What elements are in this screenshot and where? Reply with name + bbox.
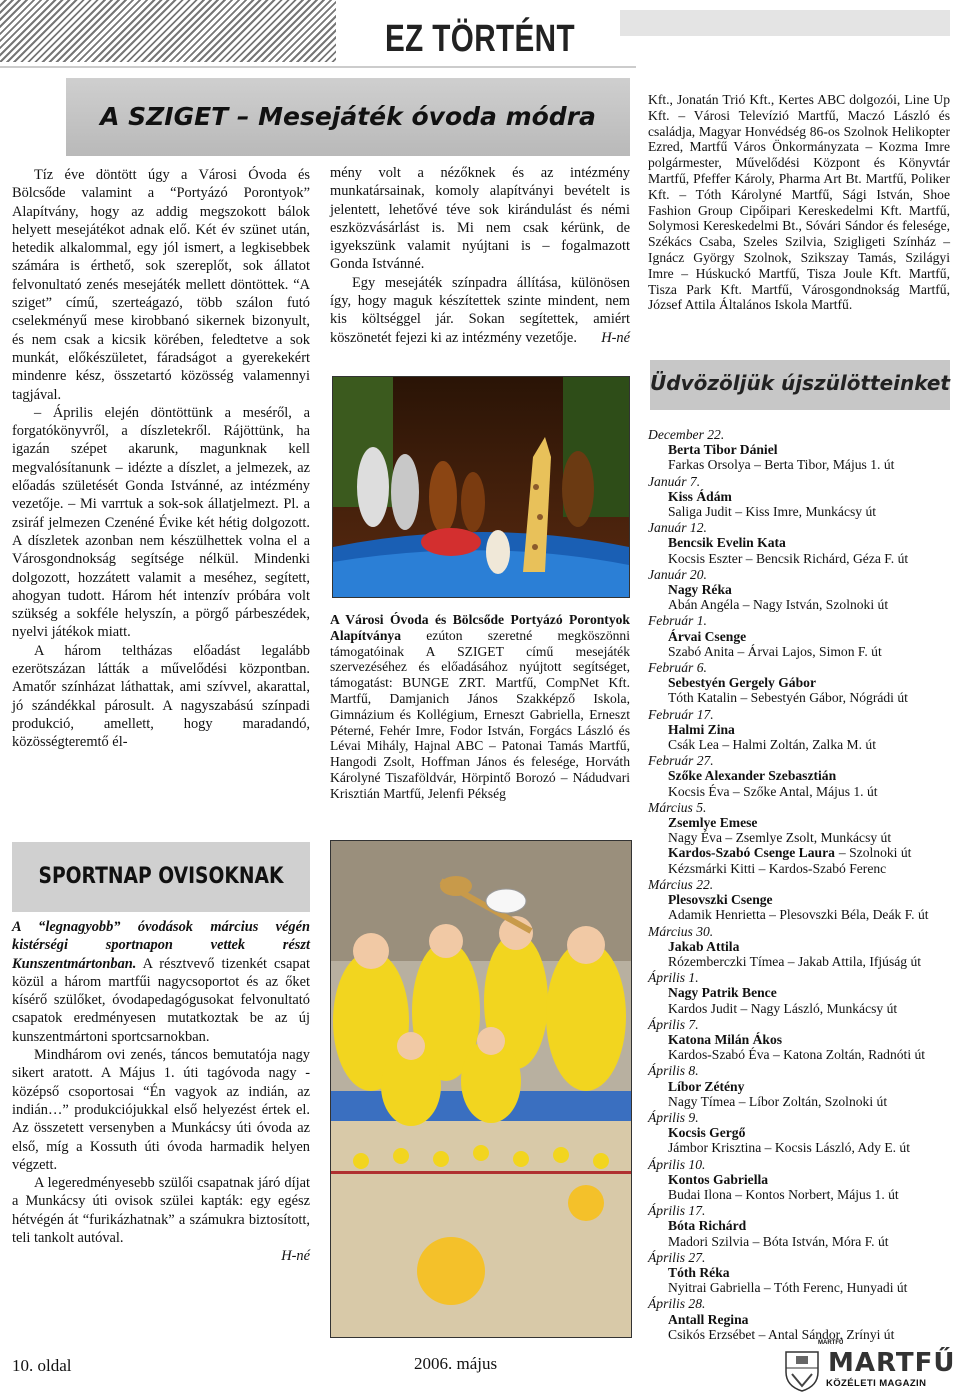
parents: Abán Angéla – Nagy István, Szolnoki út [668, 597, 889, 613]
baby-name-text: Árvai Csenge [668, 628, 747, 644]
theater-photo [332, 376, 630, 598]
baby-name [648, 939, 958, 954]
baby-name-text: Bóta Richárd [668, 1218, 747, 1234]
baby-name-text: Tóth Réka [668, 1264, 730, 1280]
births-title-band [650, 360, 950, 410]
birth-date: Április 10. [648, 1156, 706, 1172]
parents: Jámbor Krisztina – Kocsis László, Ady E. út [668, 1140, 911, 1156]
thanks-body: ezúton szeretné megköszönni támogatóinak A SZIGET című mesejáték szervezéséhez és előadásához nyújtott segítséget, támogatást: BUNGE ZRT. Martfű, CompNet Kft. Martfű, Damjanich János Szakképző Iskola, Gimnázium és Kollégium, Erneszt Gabriella, Erneszt Péterné, Fehér Imre, Fodor István, Forgács László és Lévai Mihály, Hajnal ABC – Patonai Tamás Martfű, Hangodi Zsolt, Hoffman János és felesége, Horváth Károlyné Tiszaföldvár, Hörpintő Borozó – Nádudvari Krisztián Martfű, Jelenfi Pékség [330, 627, 630, 801]
baby-name [648, 1218, 958, 1233]
thanks-lead: A Városi Óvoda és Bölcsőde Portyázó Porontyok Alapítványa [330, 612, 630, 643]
baby-name [648, 535, 958, 550]
parents: Kocsis Eszter – Bencsik Richárd, Géza F. út [668, 550, 909, 566]
baby-name [648, 489, 958, 504]
baby-name [648, 985, 958, 1000]
parents: Budai Ilona – Kontos Norbert, Május 1. út [668, 1186, 899, 1202]
article-title: A SZIGET – Mesejáték óvoda módra [100, 102, 596, 131]
baby-name [648, 1265, 958, 1280]
signature: H-né [281, 1248, 310, 1265]
birth-date: Április 7. [648, 1016, 699, 1032]
baby-name [648, 1312, 958, 1327]
birth-date: Április 1. [648, 970, 699, 986]
births-list [648, 426, 958, 1342]
baby-name-text: Kiss Ádám [668, 488, 732, 504]
birth-date: December 22. [648, 427, 725, 442]
baby-name-text: Katona Milán Ákos [668, 1031, 783, 1047]
sport-title: SPORTNAP OVISOKNAK [38, 864, 284, 889]
birth-date: Március 22. [648, 876, 714, 892]
baby-name [648, 722, 958, 737]
baby-name-text: Kocsis Gergő [668, 1125, 746, 1141]
parents: Adamik Henrietta – Plesovszki Béla, Deák F. út [668, 907, 929, 923]
article-title-band [66, 78, 630, 156]
sport-photo [330, 840, 632, 1338]
page-number: 10. oldal [12, 1356, 72, 1375]
parents: Rózemberczki Tímea – Jakab Attila, Ifjúság út [668, 953, 922, 969]
parents: Saliga Judit – Kiss Imre, Munkácsy út [668, 504, 877, 520]
paragraph: A legeredményesebb szülői csapatnak járó díjat a Munkácsy úti ovisok szülei kapták: egy egész hétvégén át “furikázhatnak” a számukra biztosított, teli tankolt autóval. [12, 1175, 310, 1247]
sport-title-band [12, 842, 310, 912]
baby-name [648, 768, 958, 783]
signature: H-né [601, 329, 630, 346]
issue-date: 2006. május [414, 1354, 498, 1373]
baby-name [648, 845, 958, 860]
paragraph: Tíz éve döntött úgy a Városi Óvoda és Bölcsőde valamint a “Portyázó Porontyok” Alapítvány, hogy az addig megszokott bálok helyett mesejátékot adnak elő. Két év szünet után, hetedik alkalommal, egy jól ismert, a legkisebbek számára is érthető, sok szereplőt, sok állatot felvonultató zenés mesejáték mellett döntöttek. “A sziget” című, szerteágazó, több szálon futó cselekményű mese kirobbanó sikernek bizonyult, és nem csak a kicsik körében, feledtetve a sok munkát, előkészületet, fáradságot a gyerekekért mindenre kész, összetartó közösség valamennyi tagjával. [12, 167, 310, 403]
baby-name [648, 1125, 958, 1140]
baby-name-text: Nagy Patrik Bence [668, 985, 777, 1001]
birth-date: Február 17. [648, 706, 714, 722]
sport-article [12, 918, 310, 1266]
baby-name-text: Kardos-Szabó Csenge Laura [668, 845, 835, 861]
parents: Kézsmárki Kitti – Kardos-Szabó Ferenc [668, 860, 887, 876]
logo-small-text: MARTFŰ [818, 1340, 844, 1346]
paragraph: Egy mesejáték színpadra állítása, különösen így, hogy maguk készítettek szinte mindent, nem kis költséggel jár. Sokan segítettek, amiért köszönetét fejezi ki az intézmény vezetője. [330, 274, 630, 346]
baby-name [648, 442, 958, 457]
header-hatch-pattern [0, 0, 336, 62]
header-bar [620, 10, 950, 36]
logo-subtitle: KÖZÉLETI MAGAZIN [826, 1378, 927, 1389]
birth-date: Április 17. [648, 1203, 706, 1219]
thanks-text [330, 612, 630, 802]
parents: Tóth Katalin – Sebestyén Gábor, Nógrádi út [668, 690, 908, 706]
baby-name-text: Kontos Gabriella [668, 1171, 769, 1187]
births-title: Üdvözöljük újszülötteinket [650, 371, 950, 395]
parents: Csikós Erzsébet – Antal Sándor, Zrínyi út [668, 1326, 895, 1342]
paragraph: Mindhárom ovi zenés, táncos bemutatója nagy sikert aratott. A Május 1. úti tagóvoda nagy - középső csoportosai “Én vagyok az indián, az indián…” produkciójukkal első helyezést értek el. Az összetett versenyben a Munkácsy úti óvoda az első, míg a Kossuth úti óvoda harmadik helyen végzett. [12, 1047, 310, 1173]
article-column-2 [330, 164, 630, 347]
baby-name-text: Líbor Zétény [668, 1078, 745, 1094]
paragraph: A három teltházas előadást legalább ezerötszázan látták a művelődési központban. Amatőr színházat láthattak, ami szívvel, akarattal, jó szándékkal párosult. A nagyszabású színpadi produkció, amellett, hogy maradandó, közösségteremtő él- [12, 642, 310, 751]
baby-name-text: Berta Tibor Dániel [668, 442, 778, 458]
birth-date: Február 6. [648, 660, 707, 676]
address-suffix: – Szolnoki út [838, 845, 912, 861]
magazine-logo [778, 1340, 954, 1392]
baby-name-text: Halmi Zina [668, 721, 735, 737]
birth-date: Április 28. [648, 1296, 706, 1312]
baby-name-text: Plesovszki Csenge [668, 892, 773, 908]
baby-name-text: Zsemlye Emese [668, 815, 758, 831]
baby-name [648, 892, 958, 907]
parents: Farkas Orsolya – Berta Tibor, Május 1. út [668, 457, 895, 473]
birth-date: Március 30. [648, 923, 714, 939]
baby-name-text: Nagy Réka [668, 582, 732, 598]
parents: Csák Lea – Halmi Zoltán, Zalka M. út [668, 737, 877, 753]
baby-name-text: Szőke Alexander Szebasztián [668, 768, 837, 784]
thanks-continuation [648, 92, 950, 313]
paragraph: mény volt a nézőknek és az intézmény munkatársainak, komoly alapítványi bevételt is jelentett, lehetővé téve sok kirándulást és némi eszközvásárlást is. Mi nem csak kérünk, de igyekszünk valamit nyújtani is – fogalmazott Gonda Istvánné. [330, 165, 630, 273]
baby-name [648, 1032, 958, 1047]
theater-photo-image [333, 377, 629, 597]
sport-photo-image [331, 841, 631, 1337]
sport-lead: A “legnagyobb” óvodások március végén kistérségi sportnapon vettek részt Kunszentmártonban. [12, 919, 310, 972]
baby-name-text: Jakab Attila [668, 938, 740, 954]
article-column-1 [12, 166, 310, 752]
baby-name [648, 629, 958, 644]
paragraph: – Április elején döntöttünk a meséről, a forgatókönyvről, a díszletekről. Rájöttünk, ha igazán szépet akarunk, magunknak kell megvalósítanunk – idézte a díszlet, a jelmezek, az előadás születését Gonda Istvánné, az intézmény vezetője. – Mi varrtuk a sok-sok állatjelmezt. Pl. a zsiráf jelmezen Czenéné Évike két hétig dolgozott. A díszletek azonban nem készülhettek volna el a Városgondnokság segítsége nélkül. Mindenki dolgozott, hozzátett valamit a meséhez, segített, ahogyan tudott. Három hét intenzív próbára volt szükség a sokféle helyszín, a pörgő párbeszédek, nyelvi játékok miatt. [12, 404, 310, 641]
parents: Kardos-Szabó Éva – Katona Zoltán, Radnóti út [668, 1047, 926, 1063]
parents: Madori Szilvia – Bóta István, Móra F. út [668, 1233, 889, 1249]
parents: Kocsis Éva – Szőke Antal, Május 1. út [668, 783, 878, 799]
logo-title: MARTFŰ [828, 1348, 956, 1378]
sport-lead-rest: A résztvevő tizenkét csapat közül a három martfűi nagycsoportot és az őket kísérő szülőket, óvodapedagógusokat felvonultató csapatok eredményesen mutatkoztak be az új kunszentmártoni sportcsarnokban. [12, 955, 310, 1045]
birth-date: Április 9. [648, 1109, 699, 1125]
parents: Nyitrai Gabriella – Tóth Ferenc, Hunyadi út [668, 1280, 908, 1296]
birth-date: Február 1. [648, 613, 707, 629]
parents: Nagy Tímea – Líbor Zoltán, Szolnoki út [668, 1093, 888, 1109]
parents: Nagy Éva – Zsemlye Zsolt, Munkácsy út [668, 830, 892, 846]
baby-name [648, 1172, 958, 1187]
baby-name [648, 815, 958, 830]
parents: Kardos Judit – Nagy László, Munkácsy út [668, 1000, 898, 1016]
baby-name-text: Antall Regina [668, 1311, 749, 1327]
birth-date: Április 27. [648, 1249, 706, 1265]
section-title: EZ TÖRTÉNT [385, 18, 575, 60]
baby-name-text: Bencsik Evelin Kata [668, 535, 786, 551]
baby-name [648, 675, 958, 690]
birth-date: Január 7. [648, 473, 701, 489]
thanks-continuation-text: Kft., Jonatán Trió Kft., Kertes ABC dolgozói, Line Up Kft. – Városi Televízió Martfű, Maczó László és családja, Magyar Honvédség 86-os Szolnok Helikopter Ezred, Martfű Város Önkormányzata – Kozma Imre polgármester, Művelődési Központ és Könyvtár Martfű, Pfeffer Károly, Pharma Art Bt. Martfű, Poliker Kft. – Tóth Károlyné Martfű, Sági István, Shoe Fashion Group Cipőipari Kereskedelmi Kft. Martfű, Solymosi Kereskedelmi Bt., Sóvári Sándor és felesége, Székács Csaba, Szeles Szilvia, Szigligeti Színház – Ignácz György Szolnok, Szikszay Tamás, Szilágyi Imre – Húskuckó Martfű, Tisza Joule Kft. Martfű, Tisza Park Kft. Martfű, Városgondnokság Martfű, József Attila Általános Iskola Martfű. [648, 92, 950, 313]
birth-date: Január 12. [648, 520, 707, 536]
baby-name [648, 582, 958, 597]
baby-name-text: Sebestyén Gergely Gábor [668, 675, 816, 691]
crest-icon [782, 1344, 822, 1392]
birth-date: Február 27. [648, 753, 714, 769]
parents: Szabó Anita – Árvai Lajos, Simon F. út [668, 643, 882, 659]
birth-date: Január 20. [648, 566, 707, 582]
header-divider [0, 66, 636, 68]
birth-date: Március 5. [648, 799, 707, 815]
baby-name [648, 1079, 958, 1094]
birth-date: Április 8. [648, 1063, 699, 1079]
